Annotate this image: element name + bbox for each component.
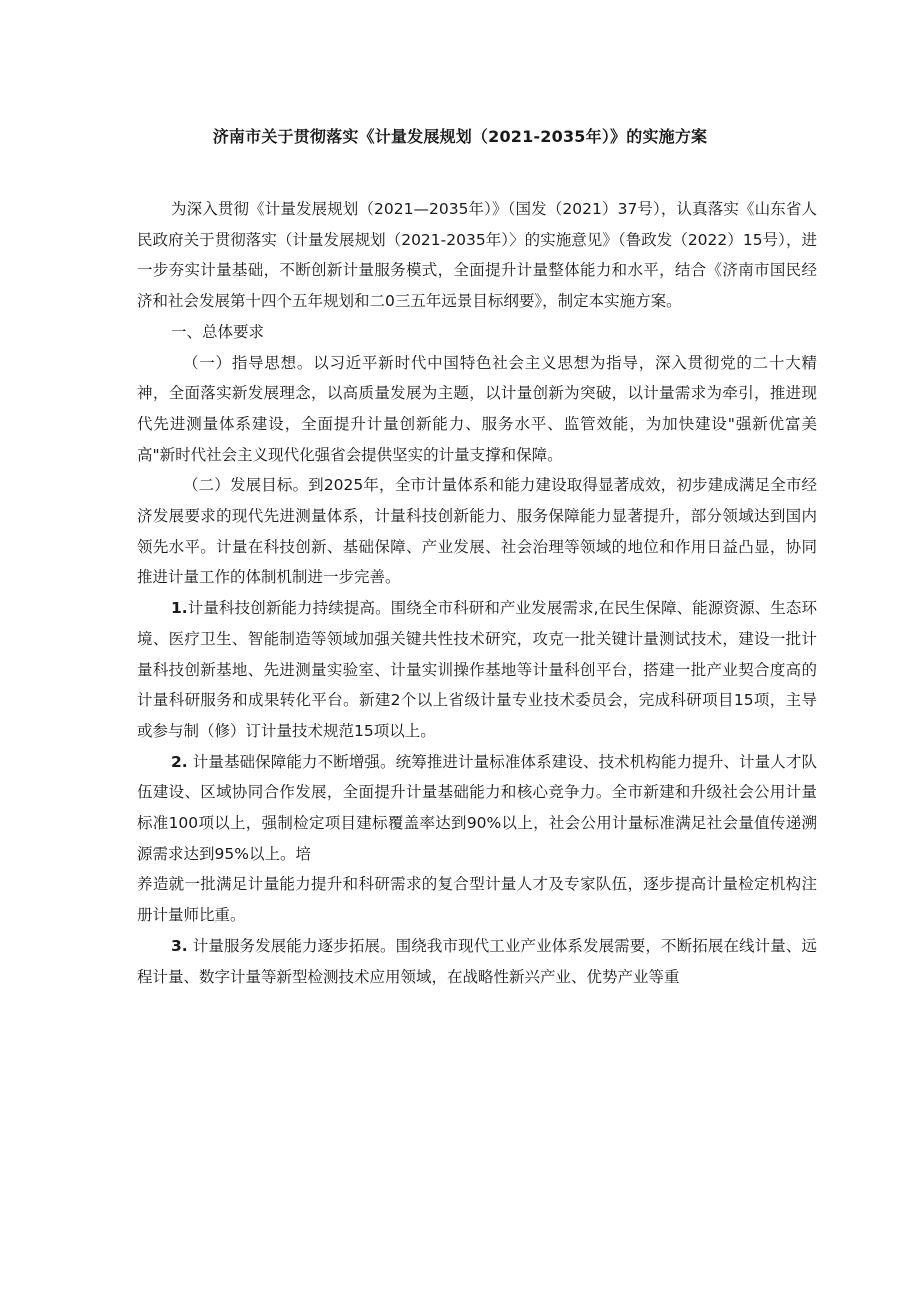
goal-item-1-number: 1. bbox=[171, 599, 188, 618]
guiding-ideology-paragraph: （一）指导思想。以习近平新时代中国特色社会主义思想为指导，深入贯彻党的二十大精神，全面落实新发展理念，以高质量发展为主题，以计量创新为突破，以计量需求为牵引，推进现代先进测量体系建设，全面提升计量创新能力、服务水平、监管效能，为加快建设"强新优富美高"新时代社会主义现代化强省会提供坚实的计量支撑和保障。 bbox=[137, 353, 817, 464]
goal-item-2-number: 2. bbox=[171, 752, 188, 771]
goal-item-2-text: 计量基础保障能力不断增强。统筹推进计量标准体系建设、技术机构能力提升、计量人才队伍建设、区域协同合作发展，全面提升计量基础能力和核心竞争力。全市新建和升级社会公用计量标准100项以上，强制检定项目建标覆盖率达到90%以上，社会公用计量标准满足社会量值传递溯源需求达到95%以上。培 bbox=[137, 752, 817, 863]
document-title: 济南市关于贯彻落实《计量发展规划（2021-2035年）》的实施方案 bbox=[212, 127, 708, 146]
section-heading-overall-requirements: 一、总体要求 bbox=[171, 322, 265, 341]
goal-item-3-text: 计量服务发展能力逐步拓展。围绕我市现代工业产业体系发展需要，不断拓展在线计量、远程计量、数字计量等新型检测技术应用领域，在战略性新兴产业、优势产业等重 bbox=[137, 936, 817, 986]
document-body bbox=[137, 194, 817, 992]
goal-item-3 bbox=[137, 931, 817, 992]
intro-paragraph: 为深入贯彻《计量发展规划（2021—2035年）》（国发（2021）37号），认真落实《山东省人民政府关于贯彻落实（计量发展规划（2021-2035年）〉的实施意见》（鲁政发（2022）15号），进一步夯实计量基础，不断创新计量服务模式，全面提升计量整体能力和水平，结合《济南市国民经济和社会发展第十四个五年规划和二0三五年远景目标纲要》，制定本实施方案。 bbox=[137, 200, 817, 311]
goal-item-2-continuation: 养造就一批满足计量能力提升和科研需求的复合型计量人才及专家队伍，逐步提高计量检定机构注册计量师比重。 bbox=[137, 875, 817, 925]
goal-item-3-number: 3. bbox=[171, 936, 188, 955]
goal-item-2 bbox=[137, 747, 817, 870]
development-goals-paragraph: （二）发展目标。到2025年，全市计量体系和能力建设取得显著成效，初步建成满足全市经济发展要求的现代先进测量体系，计量科技创新能力、服务保障能力显著提升，部分领域达到国内领先水平。计量在科技创新、基础保障、产业发展、社会治理等领域的地位和作用日益凸显，协同推进计量工作的体制机制进一步完善。 bbox=[137, 476, 817, 587]
goal-item-1 bbox=[137, 593, 817, 747]
goal-item-1-text: 计量科技创新能力持续提高。围绕全市科研和产业发展需求,在民生保障、能源资源、生态环境、医疗卫生、智能制造等领域加强关键共性技术研究，攻克一批关键计量测试技术，建设一批计量科技创新基地、先进测量实验室、计量实训操作基地等计量科创平台，搭建一批产业契合度高的计量科研服务和成果转化平台。新建2个以上省级计量专业技术委员会，完成科研项目15项，主导或参与制（修）订计量技术规范15项以上。 bbox=[137, 599, 817, 740]
